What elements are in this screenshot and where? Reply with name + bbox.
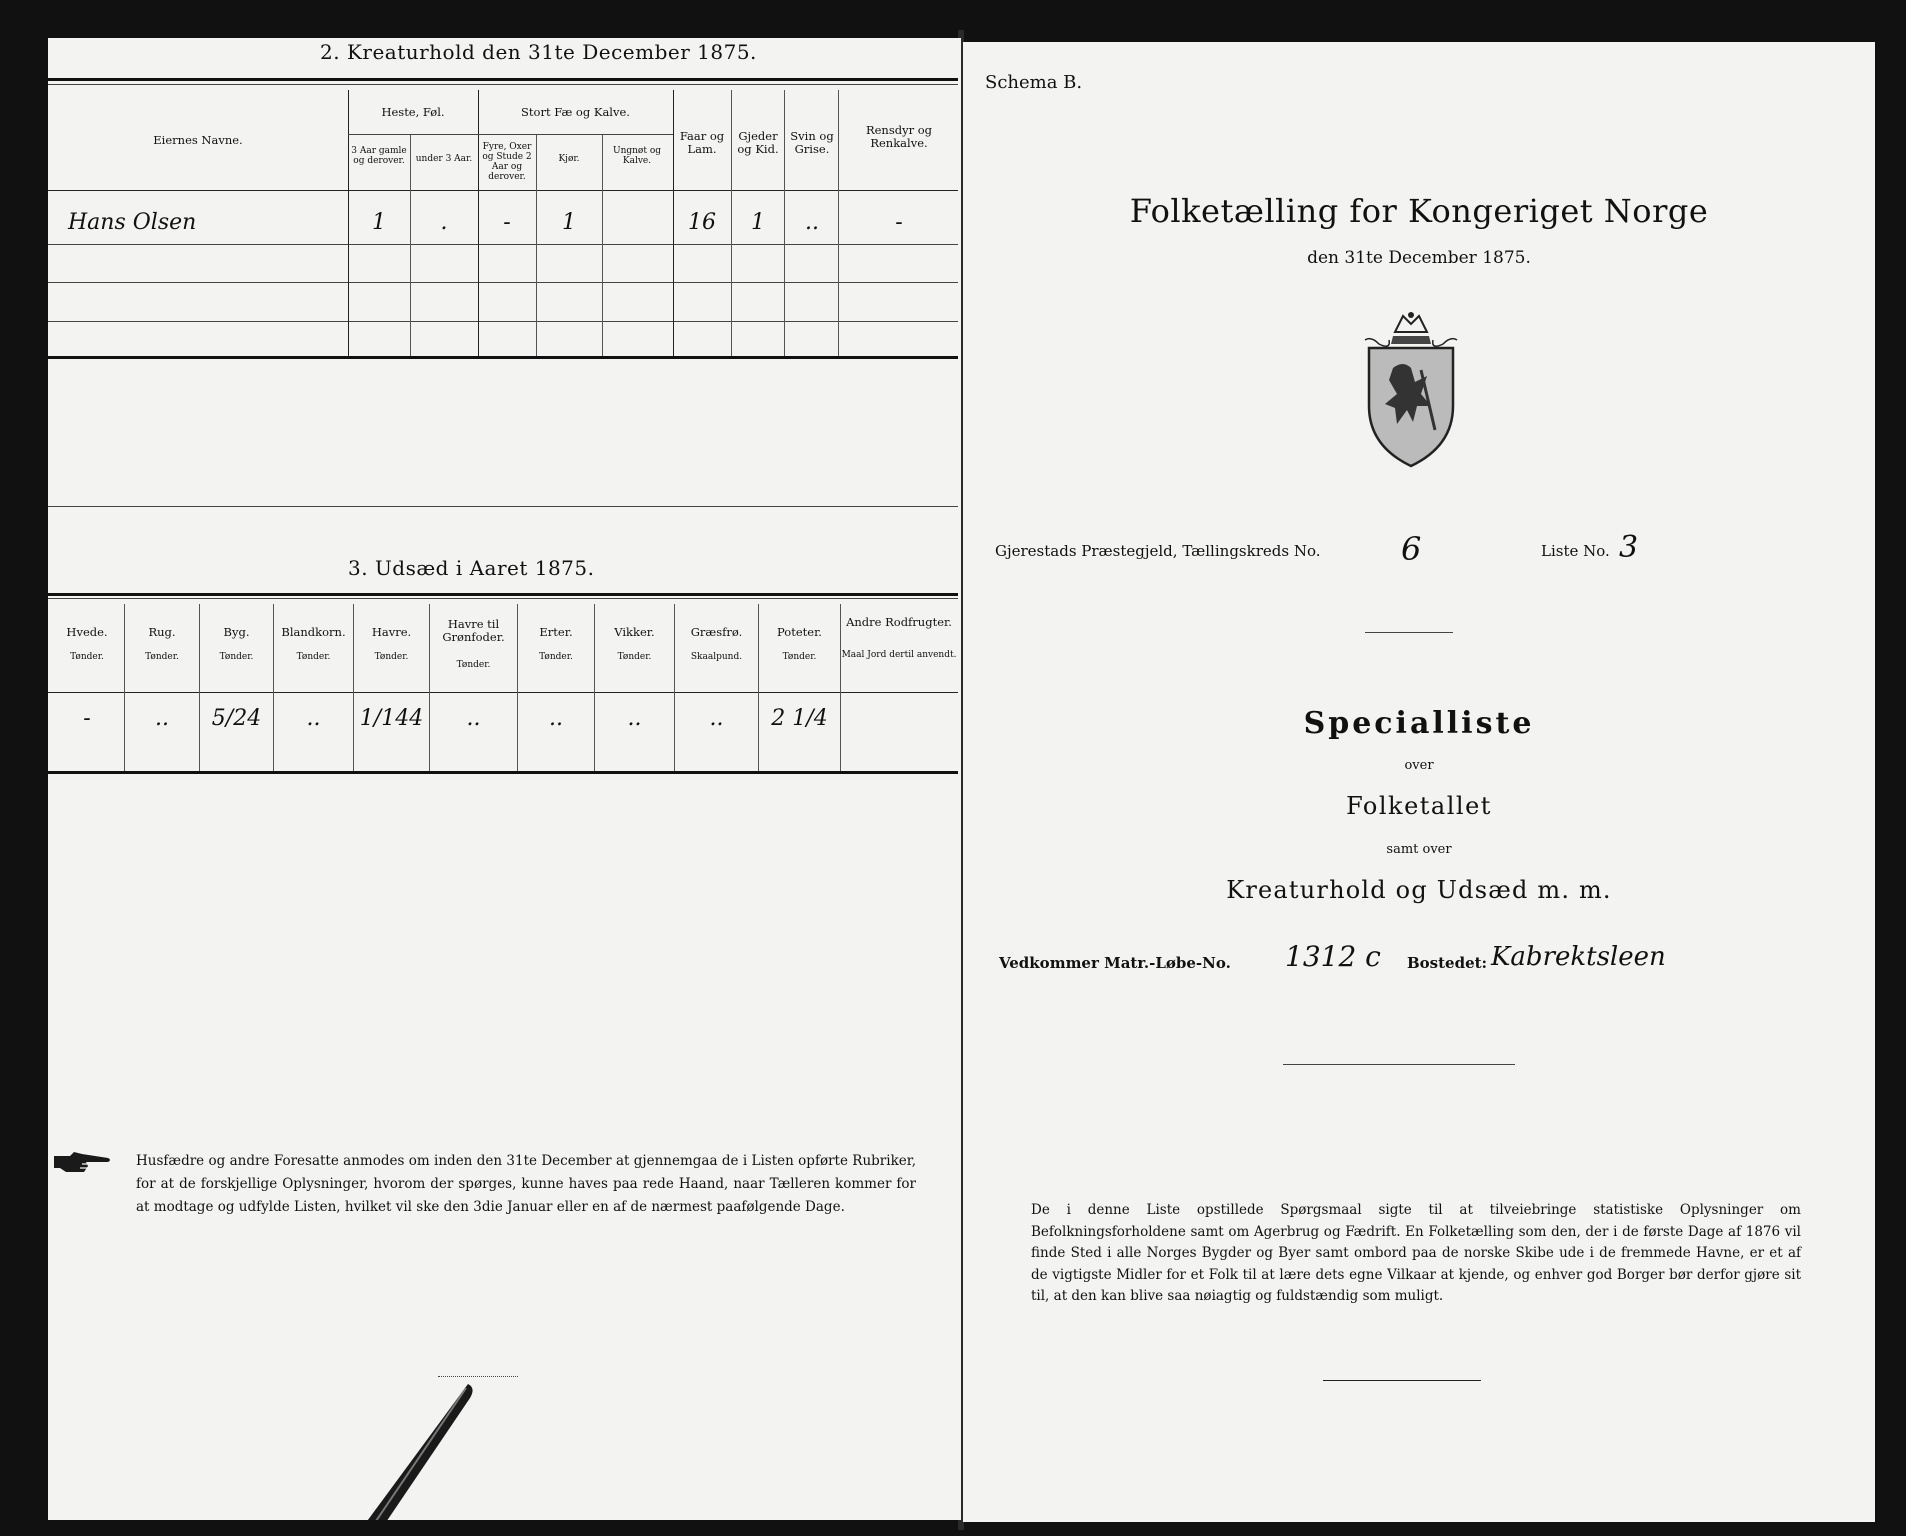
rensdyr-cell: -: [895, 210, 903, 235]
rensdyr-header: Rensdyr og Renkalve.: [865, 123, 933, 150]
udsaed-unit-7: Tønder.: [617, 652, 652, 662]
udsaed-value-2: 5/24: [211, 706, 262, 731]
right-page: [963, 42, 1875, 1522]
svin-header: Svin og Grise.: [790, 129, 834, 156]
short-divider-1: [1365, 632, 1453, 633]
udsaed-value-4: 1/144: [359, 706, 424, 731]
udsaed-unit-8: Skaalpund.: [690, 652, 743, 662]
census-date: den 31te December 1875.: [1307, 248, 1531, 268]
udsaed-value-7: ..: [627, 706, 642, 731]
udsaed-header-4: Havre.: [371, 625, 412, 639]
samt-over-text: samt over: [1386, 842, 1452, 857]
udsaed-header-1: Rug.: [148, 625, 176, 639]
udsaed-header-0: Hvede.: [66, 625, 108, 639]
table3-top-rule: [48, 593, 958, 596]
udsaed-value-5: ..: [466, 706, 481, 731]
udsaed-value-9: 2 1/4: [771, 706, 828, 731]
svin-cell: ..: [805, 210, 819, 235]
coat-of-arms-icon: [1351, 310, 1471, 470]
udsaed-value-3: ..: [306, 706, 321, 731]
fyre-cell: -: [503, 210, 511, 235]
udsaed-header-8: Græsfrø.: [690, 625, 743, 639]
heste-young-cell: .: [440, 210, 448, 235]
udsaed-header-6: Erter.: [539, 625, 573, 639]
udsaed-unit-1: Tønder.: [145, 652, 179, 662]
udsaed-unit-4: Tønder.: [374, 652, 409, 662]
over-text: over: [1404, 758, 1434, 773]
pointing-hand-icon: [52, 1150, 114, 1176]
table2-top-rule: [48, 78, 958, 81]
udsaed-unit-2: Tønder.: [219, 652, 254, 662]
udsaed-unit-0: Tønder.: [70, 652, 104, 662]
bottom-divider: [1323, 1380, 1481, 1381]
table2-top-rule-inner: [48, 84, 958, 85]
matr-no-value: 1312 c: [1285, 940, 1381, 973]
heste-old-cell: 1: [372, 210, 386, 235]
stort-group-header: Stort Fæ og Kalve.: [521, 105, 630, 119]
parish-label: Gjerestads Præstegjeld, Tællingskreds No.: [995, 542, 1321, 560]
section-separator: [48, 506, 958, 507]
district-no-value: 6: [1401, 530, 1422, 568]
udsaed-value-6: ..: [549, 706, 563, 731]
udsaed-unit-10: Maal Jord dertil anvendt.: [841, 650, 957, 660]
census-title: Folketælling for Kongeriget Norge: [1129, 192, 1709, 230]
gjeder-header: Gjeder og Kid.: [737, 129, 779, 156]
faar-cell: 16: [688, 210, 716, 235]
mid-divider: [1283, 1064, 1515, 1065]
kjor-cell: 1: [562, 210, 576, 235]
gjeder-cell: 1: [751, 210, 765, 235]
fyre-header: Fyre, Oxer og Stude 2 Aar og derover.: [482, 142, 532, 182]
udsaed-value-8: ..: [709, 706, 724, 731]
pen-object: [348, 1378, 478, 1520]
udsaed-header-3: Blandkorn.: [281, 625, 346, 639]
heste-young-header: under 3 Aar.: [415, 154, 473, 164]
udsaed-value-1: ..: [155, 706, 169, 731]
ungnot-header: Ungnøt og Kalve.: [612, 146, 661, 166]
section3-title: 3. Udsæd i Aaret 1875.: [348, 556, 595, 580]
bostedet-value: Kabrektsleen: [1491, 942, 1666, 972]
udsaed-unit-6: Tønder.: [539, 652, 573, 662]
udsaed-unit-5: Tønder.: [456, 660, 491, 670]
kreaturhold-text: Kreaturhold og Udsæd m. m.: [1226, 876, 1612, 904]
faar-header: Faar og Lam.: [679, 129, 725, 156]
udsaed-header-2: Byg.: [223, 625, 250, 639]
udsaed-header-9: Poteter.: [777, 625, 822, 639]
heste-old-header: 3 Aar gamle og derover.: [351, 146, 407, 166]
specialliste-title: Specialliste: [1303, 706, 1535, 741]
owner-name-cell: Hans Olsen: [68, 210, 197, 235]
section2-title: 2. Kreaturhold den 31te December 1875.: [320, 40, 757, 64]
liste-label: Liste No.: [1541, 542, 1610, 560]
udsaed-header-5: Havre til Grønfoder.: [442, 617, 505, 644]
notice-paragraph: Husfædre og andre Foresatte anmodes om inden den 31te December at gjennemgaa de i Listen opførte Rubriker, for at de forskjellige Oplysninger, hvorom der spørges, kunne haves paa rede Haand, naar Tælleren kommer for at modtage og udfylde Listen, hvilket vil ske den 3die Januar eller en af de nærmest paafølgende Dage.: [136, 1153, 916, 1215]
table2-header-rule: [48, 190, 958, 191]
udsaed-unit-3: Tønder.: [296, 652, 331, 662]
left-page: [48, 38, 961, 1520]
udsaed-unit-9: Tønder.: [782, 652, 817, 662]
liste-no-value: 3: [1619, 530, 1639, 565]
kjor-header: Kjør.: [558, 154, 580, 164]
heste-group-header: Heste, Føl.: [381, 105, 445, 119]
udsaed-value-0: -: [83, 706, 91, 731]
table3-header-rule: [48, 692, 958, 693]
udsaed-header-10: Andre Rodfrugter.: [846, 615, 952, 629]
bottom-dotted-rule: [438, 1376, 518, 1377]
bostedet-label: Bostedet:: [1407, 954, 1488, 972]
owner-name-header: Eiernes Navne.: [153, 133, 243, 147]
schema-label: Schema B.: [985, 72, 1083, 93]
table2-bottom-rule: [48, 356, 958, 359]
udsaed-header-7: Vikker.: [614, 625, 655, 639]
folketallet-text: Folketallet: [1346, 792, 1492, 820]
matr-label: Vedkommer Matr.-Løbe-No.: [999, 954, 1231, 972]
info-paragraph: De i denne Liste opstillede Spørgsmaal sigte til at tilveiebringe statistiske Oplysninger om Befolkningsforholdene samt om Agerbrug og Fædrift. En Folketælling som den, der i de første Dage af 1876 vil finde Sted i alle Norges Bygder og Byer samt ombord paa de norske Skibe ude i de fremmede Havne, er et af de vigtigste Midler for et Folk til at lære dets egne Vilkaar at kjende, og enhver god Borger bør derfor gjøre sit til, at den kan blive saa nøiagtig og fuldstændig som muligt.: [1031, 1202, 1801, 1304]
table3-bottom-rule: [48, 771, 958, 774]
